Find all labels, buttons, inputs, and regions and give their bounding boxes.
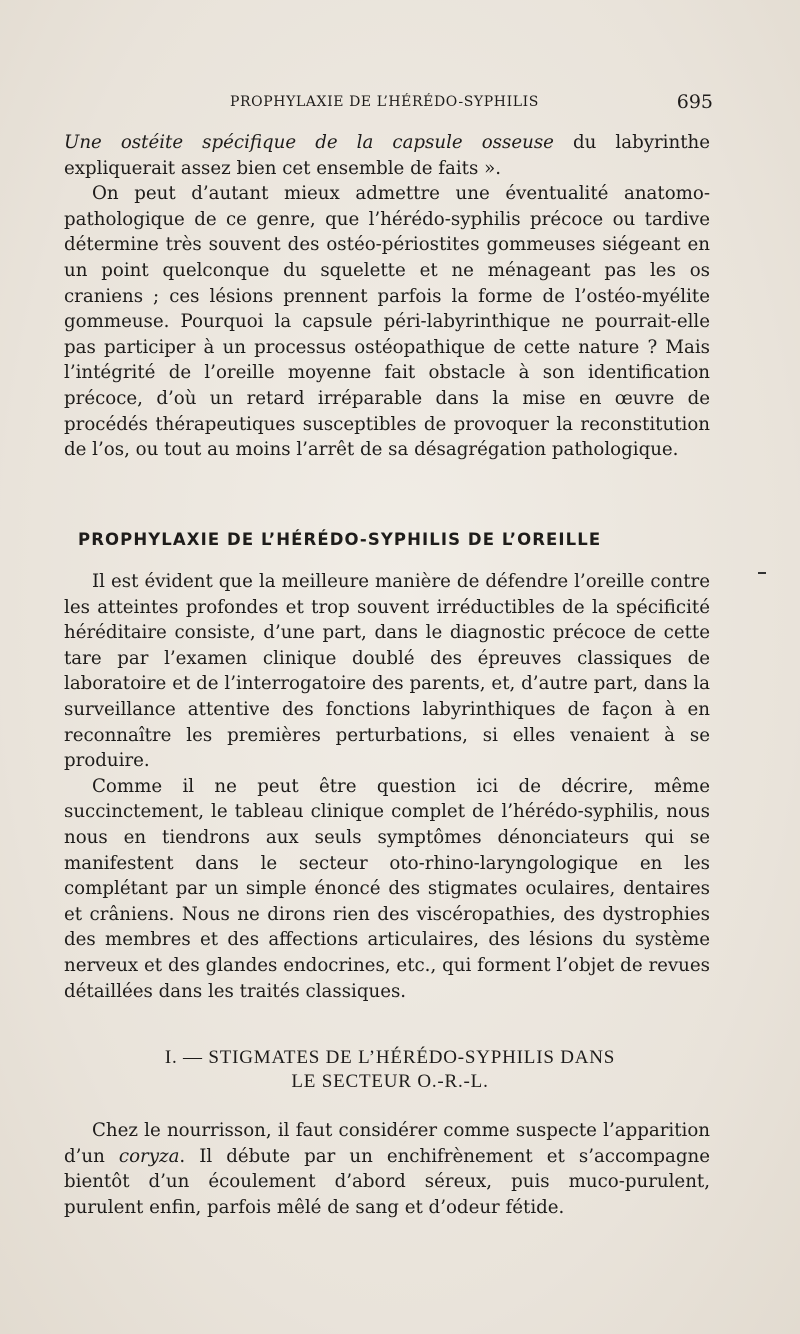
subsection-title (110, 1046, 670, 1094)
italic-word: coryza (118, 1145, 180, 1167)
section-title: PROPHYLAXIE DE L’HÉRÉDO-SYPHILIS DE L’OREILLE (78, 530, 602, 549)
paragraph: Il est évident que la meilleure manière de défendre l’oreille contre les atteintes profondes et trop souvent irréductibles de la spécificité héréditaire consiste, d’une part, dans le diagnostic précoce de cette tare par l’examen clinique doublé des épreuves classiques de laboratoire et de l’interrogatoire des parents, et, d’autre part, dans la surveillance attentive des fonctions labyrinthiques de façon à en reconnaître les premières perturbations, si elles venaient à se produire. (64, 571, 710, 772)
text-block-1 (64, 130, 710, 463)
paragraph-text: du labyrinthe expliquerait assez bien cet ensemble de faits ». (64, 132, 710, 179)
running-title: PROPHYLAXIE DE L’HÉRÉDO-SYPHILIS (230, 94, 539, 110)
margin-mark (758, 572, 766, 574)
paragraph (64, 130, 710, 181)
paragraph: Comme il ne peut être question ici de décrire, même succinctement, le tableau clinique complet de l’hérédo-syphilis, nous nous en tiendrons aux seuls symptômes dénonciateurs qui se manifestent dans le secteur oto-rhino-laryngologique en les complétant par un simple énoncé des stigmates oculaires, dentaires et crâniens. Nous ne dirons rien des viscéropathies, des dystrophies des membres et des affections articulaires, des lésions du système nerveux et des glandes endocrines, etc., qui forment l’objet de revues détaillées dans les traités classiques. (64, 775, 710, 1002)
page-header (230, 91, 713, 116)
italic-phrase: Une ostéite spécifique de la capsule osseuse (64, 132, 554, 153)
subsection-title-line-1: I. — STIGMATES DE L’HÉRÉDO-SYPHILIS DANS (164, 1047, 616, 1068)
paragraph-text: Chez le nourrisson, il faut considérer comme suspecte l’apparition d’un (64, 1120, 710, 1167)
page-number: 695 (676, 91, 713, 113)
paragraph: On peut d’autant mieux admettre une éventualité anatomo-pathologique de ce genre, que l’hérédo-syphilis précoce ou tardive détermine très souvent des ostéo-périostites gommeuses siégeant en un point quelconque du squelette et ne ménageant pas les os craniens ; ces lésions prennent parfois la forme de l’ostéo-myélite gommeuse. Pourquoi la capsule péri-labyrinthique ne pourrait-elle pas participer à un processus ostéopathique de cette nature ? Mais l’intégrité de l’oreille moyenne fait obstacle à son identification précoce, d’où un retard irréparable dans la mise en œuvre de procédés thérapeutiques susceptibles de provoquer la reconstitution de l’os, ou tout au moins l’arrêt de sa désagrégation pathologique. (64, 183, 710, 461)
subsection-title-line-2: LE SECTEUR O.-R.-L. (291, 1071, 489, 1092)
paragraph (64, 1118, 710, 1220)
text-block-3 (64, 1118, 710, 1220)
paragraph-text: . Il débute par un enchifrènement et s’accompagne bientôt d’un écoulement d’abord séreux, puis muco-purulent, purulent enfin, parfois mêlé de sang et d’odeur fétide. (64, 1145, 710, 1218)
text-block-2 (64, 569, 710, 1004)
